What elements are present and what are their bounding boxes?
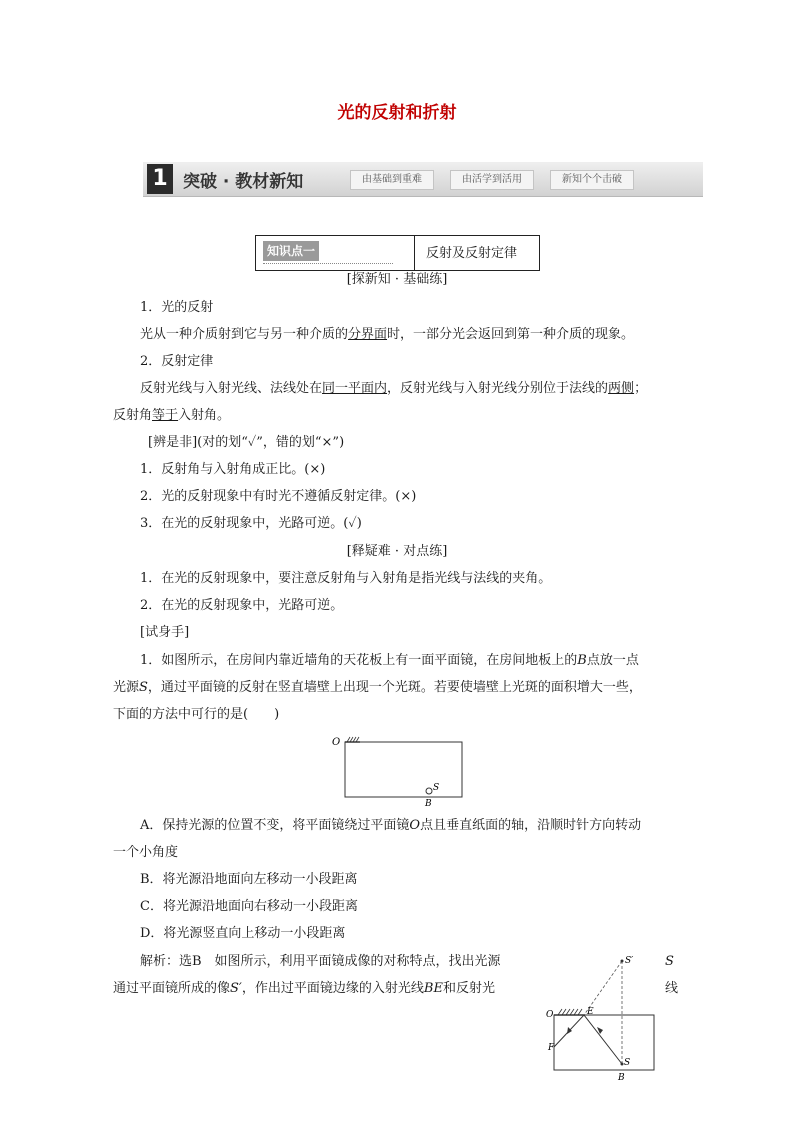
answer-text: 解析：选B 如图所示，利用平面镜成像的对称特点，找出光源 <box>140 954 501 969</box>
question-text: 下面的方法中可行的是( ) <box>113 707 280 722</box>
knowledge-point-box <box>255 235 540 271</box>
banner-tag-2: 由活学到活用 <box>450 170 534 190</box>
paragraph: 光从一种介质射到它与另一种介质的分界面时，一部分光会返回到第一种介质的现象。 <box>140 327 635 342</box>
option-a: 一个小角度 <box>113 845 179 860</box>
label-S-prime: S′ <box>625 956 634 966</box>
answer-text: 线 <box>665 981 679 996</box>
section-heading-explore: [探新知 · 基础练] <box>346 272 448 287</box>
label-F: F <box>548 1043 555 1053</box>
solution-figure <box>540 950 670 1085</box>
label-S: S <box>624 1058 631 1068</box>
question-text: 光源S，通过平面镜的反射在竖直墙壁上出现一个光斑。若要使墙壁上光斑的面积增大一些， <box>113 680 642 695</box>
answer-text: S <box>665 954 674 969</box>
label-B: B <box>425 799 432 809</box>
label-B: B <box>618 1073 625 1083</box>
answer-text: 通过平面镜所成的像S′，作出过平面镜边缘的入射光线BE和反射光 <box>113 981 495 996</box>
banner-tag-3: 新知个个击破 <box>550 170 634 190</box>
paragraph: 反射角等于入射角。 <box>113 408 231 423</box>
question-text: 1．如图所示，在房间内靠近墙角的天花板上有一面平面镜，在房间地板上的B点放一点 <box>140 653 639 668</box>
item-title: 1．光的反射 <box>140 300 214 315</box>
list-item: 1．反射角与入射角成正比。(×) <box>140 462 326 477</box>
label-E: E <box>587 1007 594 1017</box>
room-figure <box>318 729 478 809</box>
light-source-marker <box>426 788 432 794</box>
label-O: O <box>546 1010 554 1020</box>
paragraph: 反射光线与入射光线、法线处在同一平面内，反射光线与入射光线分别位于法线的两侧； <box>140 381 648 396</box>
section-heading: 突破 · 教材新知 <box>183 172 304 192</box>
judge-heading: [辨是非](对的划“✓”，错的划“×”) <box>148 435 345 450</box>
page-title: 光的反射和折射 <box>337 103 457 123</box>
list-item: 1．在光的反射现象中，要注意反射角与入射角是指光线与法线的夹角。 <box>140 571 552 586</box>
option-d: D．将光源竖直向上移动一小段距离 <box>140 926 346 941</box>
knowledge-topic: 反射及反射定律 <box>426 246 518 261</box>
list-item: 3．在光的反射现象中，光路可逆。(✓) <box>140 516 362 531</box>
label-S: S <box>433 783 440 793</box>
section-banner <box>143 162 703 197</box>
knowledge-label: 知识点一 <box>263 241 319 261</box>
label-O: O <box>332 737 341 748</box>
banner-tag-1: 由基础到重难 <box>350 170 434 190</box>
list-item: 2．在光的反射现象中，光路可逆。 <box>140 598 344 613</box>
trial-heading: [试身手] <box>140 625 190 640</box>
section-heading-resolve: [释疑难 · 对点练] <box>346 544 448 559</box>
option-b: B．将光源沿地面向左移动一小段距离 <box>140 872 358 887</box>
section-number: 1 <box>147 164 173 194</box>
item-title: 2．反射定律 <box>140 354 214 369</box>
option-c: C．将光源沿地面向右移动一小段距离 <box>140 899 358 914</box>
option-a: A．保持光源的位置不变，将平面镜绕过平面镜O点且垂直纸面的轴，沿顺时针方向转动 <box>140 818 642 833</box>
list-item: 2．光的反射现象中有时光不遵循反射定律。(×) <box>140 489 417 504</box>
